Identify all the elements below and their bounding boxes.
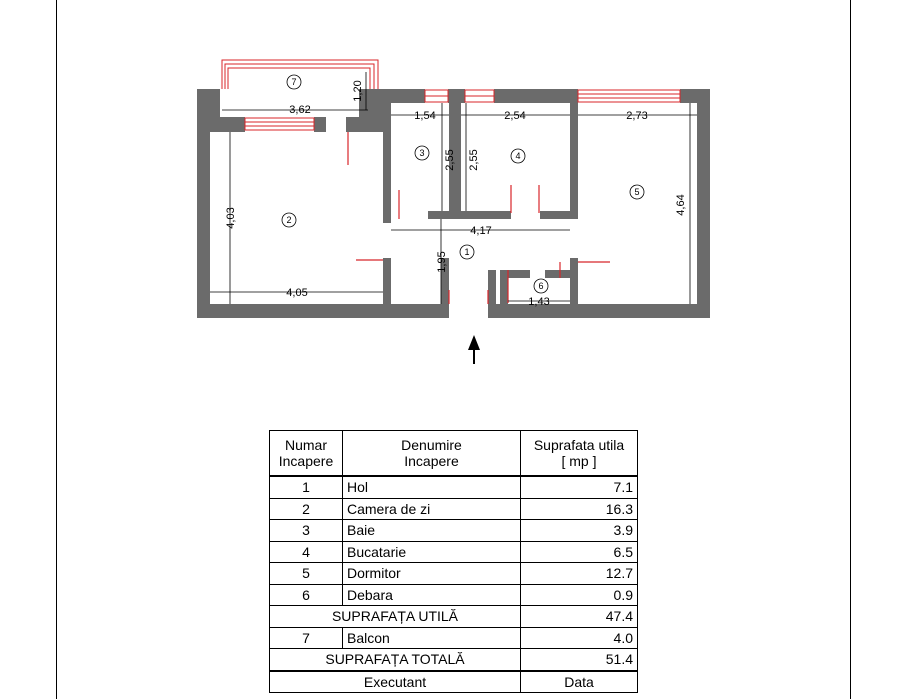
useful-area-value: 47.4 [521,606,638,628]
dim-balcony-width: 3,62 [289,104,311,116]
useful-area-label: SUPRAFAȚA UTILĂ [270,606,521,628]
row-name: Debara [343,584,521,606]
row-number: 7 [270,627,343,649]
row-name: Bucatarie [343,541,521,563]
row-area: 3.9 [521,520,638,542]
row-area: 6.5 [521,541,638,563]
dim-kitchen-width: 2,54 [504,110,526,122]
dim-bedroom-depth: 4,64 [675,194,687,216]
useful-area-row [270,606,638,628]
executant-label: Executant [270,671,521,693]
row-name: Dormitor [343,563,521,585]
room-marker-7: 7 [291,77,297,87]
row-number: 4 [270,541,343,563]
entrance-arrow-icon [468,335,480,364]
row-area: 7.1 [521,476,638,498]
room-marker-1: 1 [464,247,470,257]
dim-living-depth: 4,03 [225,207,237,229]
dim-hall-width: 4,17 [470,225,492,237]
dim-bedroom-width: 2,73 [626,110,648,122]
row-number: 6 [270,584,343,606]
room-marker-5: 5 [634,187,640,197]
table-header-row [270,431,638,477]
total-area-value: 51.4 [521,649,638,671]
table-row [270,541,638,563]
header-room-name: Denumire Incapere [343,431,521,477]
balcony-row [270,627,638,649]
room-marker-circles [282,75,644,293]
date-label: Data [521,671,638,693]
room-marker-3: 3 [419,148,425,158]
table-row [270,563,638,585]
dim-bath-depth: 2,55 [444,149,456,171]
header-room-area: Suprafata utila [ mp ] [521,431,638,477]
row-area: 0.9 [521,584,638,606]
walls [197,89,710,318]
dim-storage-width: 1,43 [528,296,550,308]
dim-balcony-depth: 1,20 [352,80,364,102]
row-number: 5 [270,563,343,585]
total-area-label: SUPRAFAȚA TOTALĂ [270,649,521,671]
table-row [270,520,638,542]
dim-living-width: 4,05 [286,287,308,299]
room-marker-6: 6 [538,281,544,291]
row-number: 3 [270,520,343,542]
room-marker-2: 2 [286,215,292,225]
total-area-row [270,649,638,671]
header-room-number: Numar Incapere [270,431,343,477]
row-name: Balcon [343,627,521,649]
table-row [270,584,638,606]
dim-kitchen-depth: 2,55 [468,149,480,171]
dim-bath-width: 1,54 [414,110,436,122]
room-marker-4: 4 [515,151,521,161]
row-name: Hol [343,476,521,498]
table-row [270,476,638,498]
row-area: 16.3 [521,498,638,520]
row-number: 2 [270,498,343,520]
row-area: 4.0 [521,627,638,649]
row-name: Camera de zi [343,498,521,520]
table-row [270,498,638,520]
dim-hall-depth: 1,95 [436,251,448,273]
rooms-table [269,430,638,693]
row-number: 1 [270,476,343,498]
executant-row [270,671,638,693]
row-area: 12.7 [521,563,638,585]
row-name: Baie [343,520,521,542]
